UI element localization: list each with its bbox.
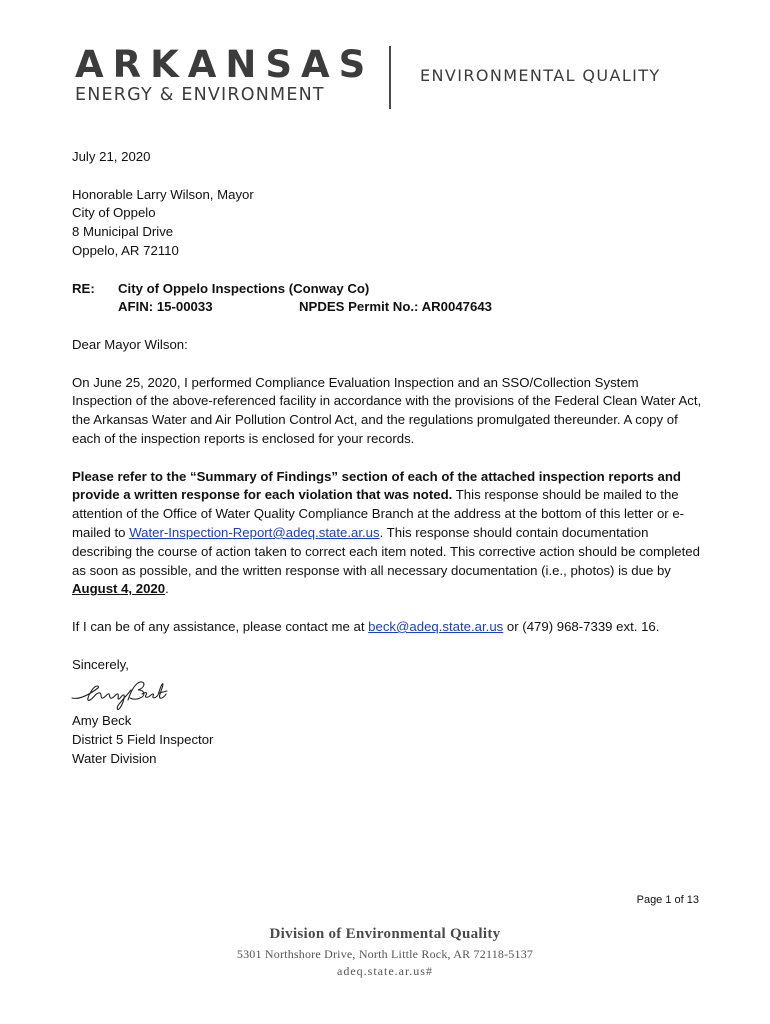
re-afin: AFIN: 15-00033 [118, 299, 213, 315]
reference-block [72, 280, 702, 318]
logo-department-name: ENERGY & ENVIRONMENT [75, 85, 325, 105]
footer-address: 5301 Northshore Drive, North Little Rock, AR 72118-5137 [236, 947, 534, 961]
signer-name: Amy Beck [72, 713, 132, 729]
recipient-line: Honorable Larry Wilson, Mayor [72, 186, 254, 202]
letterhead [75, 44, 695, 114]
letter-date: July 21, 2020 [72, 149, 151, 164]
inspector-email-link[interactable]: beck@adeq.state.ar.us [368, 618, 504, 634]
letter-body [72, 148, 702, 769]
page-number: Page 1 of 13 [636, 894, 699, 906]
recipient-address [72, 186, 702, 261]
letterhead-division: ENVIRONMENTAL QUALITY [420, 66, 661, 85]
handwritten-signature [70, 676, 170, 712]
footer-division: Division of Environmental Quality [269, 926, 501, 942]
paragraph-response: Please refer to the “Summary of Findings” section of each of the attached inspection reports and provide a written response for each violation that was noted. This response should be mailed to the attention of the Office of Water Quality Compliance Branch at the address at the bottom of this letter or e-mailed to Water-Inspection-Report@adeq.state.ar.us. This response should contain documentation describing the course of action taken to correct each item noted. This corrective action should be completed as soon as possible, and the written response with all necessary documentation (i.e., photos) is due by August 4, 2020. [72, 468, 700, 597]
footer-website[interactable]: adeq.state.ar.us# [337, 964, 433, 978]
re-subject: City of Oppelo Inspections (Conway Co) [118, 280, 370, 296]
footer [0, 926, 770, 979]
recipient-line: 8 Municipal Drive [72, 224, 174, 240]
re-permit: NPDES Permit No.: AR0047643 [299, 299, 493, 315]
paragraph-inspection: On June 25, 2020, I performed Compliance Evaluation Inspection and an SSO/Collection System Inspection of the above-referenced facility in accordance with the provisions of the Federal Clean Water Act, the Arkansas Water and Air Pollution Control Act, and the regulations promulgated thereunder. A copy of each of the inspection reports is enclosed for your records. [72, 374, 702, 446]
report-email-link[interactable]: Water-Inspection-Report@adeq.state.ar.us [129, 524, 380, 540]
signer-title: District 5 Field Inspector [72, 732, 214, 748]
due-date: August 4, 2020 [72, 581, 166, 597]
closing: Sincerely, [72, 656, 129, 672]
signer-block [72, 712, 702, 768]
letterhead-divider [389, 46, 391, 109]
salutation: Dear Mayor Wilson: [72, 336, 188, 352]
recipient-line: Oppelo, AR 72110 [72, 242, 179, 258]
agency-logo [75, 44, 374, 106]
signer-division: Water Division [72, 750, 157, 766]
re-label: RE: [72, 280, 95, 296]
recipient-line: City of Oppelo [72, 205, 156, 221]
paragraph-contact: If I can be of any assistance, please contact me at beck@adeq.state.ar.us or (479) 968-7339 ext. 16. [72, 618, 660, 634]
response-instruction: Please refer to the “Summary of Findings” section of each of the attached inspection reports and provide a written response for each violation that was noted. [72, 468, 681, 503]
logo-state-name: ARKANSAS [75, 43, 375, 86]
